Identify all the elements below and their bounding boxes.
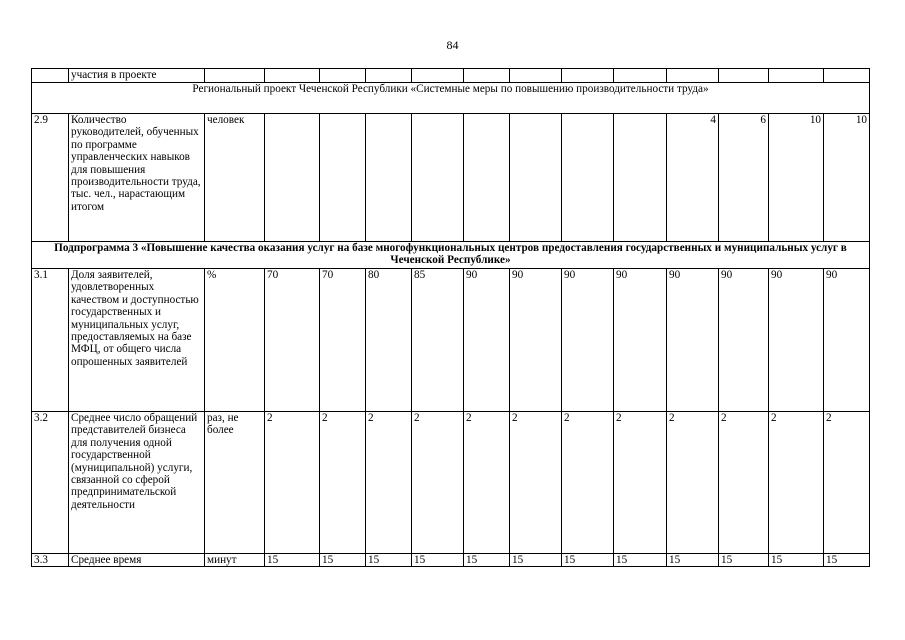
cell-value: 15 (464, 554, 510, 567)
cell-value (412, 114, 464, 242)
table-row (32, 412, 870, 554)
cell-value: 85 (412, 269, 464, 412)
cell-unit: раз, не более (205, 412, 265, 554)
cell-value: 90 (464, 269, 510, 412)
cell-value: 2 (510, 412, 562, 554)
cell-value: 4 (667, 114, 719, 242)
cell-value: 90 (614, 269, 667, 412)
cell-num: 3.2 (32, 412, 69, 554)
cell-value: 15 (320, 554, 366, 567)
cell-value (464, 114, 510, 242)
cell-value: 2 (412, 412, 464, 554)
table-row (32, 269, 870, 412)
cell-value: 15 (719, 554, 769, 567)
cell-value: 2 (667, 412, 719, 554)
cell-value: 15 (510, 554, 562, 567)
indicators-table (31, 68, 870, 567)
cell-value: 70 (320, 269, 366, 412)
project-header: Региональный проект Чеченской Республики «Системные меры по повышению производительности труда» (32, 83, 870, 114)
cell-value: 2 (824, 412, 870, 554)
cell-name: Среднее время (69, 554, 205, 567)
cell-value: 15 (769, 554, 824, 567)
cell-value: 90 (769, 269, 824, 412)
cell-value: 2 (464, 412, 510, 554)
cell-value: 90 (719, 269, 769, 412)
cell-name: Среднее число обращений представителей бизнеса для получения одной государственной (муниципальной) услуги, связанной со сферой предпринимательской деятельности (69, 412, 205, 554)
cell-unit: % (205, 269, 265, 412)
cell-value: 2 (366, 412, 412, 554)
cell-value: 90 (824, 269, 870, 412)
cell-num: 3.3 (32, 554, 69, 567)
cell-value: 10 (824, 114, 870, 242)
page-number: 84 (446, 38, 459, 52)
cell-value: 2 (769, 412, 824, 554)
cell-value: 90 (667, 269, 719, 412)
cell-name: Доля заявителей, удовлетворенных качеством и доступностью государственных и муниципальных услуг, предоставляемых на базе МФЦ, от общего числа опрошенных заявителей (69, 269, 205, 412)
table-row (32, 554, 870, 567)
cell-value: 15 (265, 554, 320, 567)
cell-name: Количество руководителей, обученных по программе управленческих навыков для повышения производительности труда, тыс. чел., нарастающим итогом (69, 114, 205, 242)
cell-value (614, 114, 667, 242)
cell-num: 3.1 (32, 269, 69, 412)
cell-value: 90 (562, 269, 614, 412)
table-row (32, 114, 870, 242)
table-row (32, 83, 870, 114)
cell-value: 15 (562, 554, 614, 567)
cell-value: 15 (614, 554, 667, 567)
cell-value: 70 (265, 269, 320, 412)
cell-value (265, 114, 320, 242)
cell-num (32, 69, 69, 83)
cell-value: 2 (320, 412, 366, 554)
cell-value: 2 (562, 412, 614, 554)
cell-value: 2 (719, 412, 769, 554)
cell-value: 6 (719, 114, 769, 242)
table-row (32, 242, 870, 269)
table-row (32, 69, 870, 83)
cell-value: 10 (769, 114, 824, 242)
subprogram-header: Подпрограмма 3 «Повышение качества оказания услуг на базе многофункциональных центров предоставления государственных и муниципальных услуг в Чеченской Республике» (32, 242, 870, 269)
cell-value: 80 (366, 269, 412, 412)
cell-value: 15 (412, 554, 464, 567)
cell-value (562, 114, 614, 242)
cell-value (366, 114, 412, 242)
cell-value: 90 (510, 269, 562, 412)
cell-value (320, 114, 366, 242)
cell-num: 2.9 (32, 114, 69, 242)
cell-value: 2 (265, 412, 320, 554)
cell-unit: минут (205, 554, 265, 567)
cell-value: 15 (366, 554, 412, 567)
cell-value (510, 114, 562, 242)
cell-unit: человек (205, 114, 265, 242)
cell-value: 15 (667, 554, 719, 567)
cell-value: 2 (614, 412, 667, 554)
cell-value: 15 (824, 554, 870, 567)
cell-name: участия в проекте (69, 69, 205, 83)
